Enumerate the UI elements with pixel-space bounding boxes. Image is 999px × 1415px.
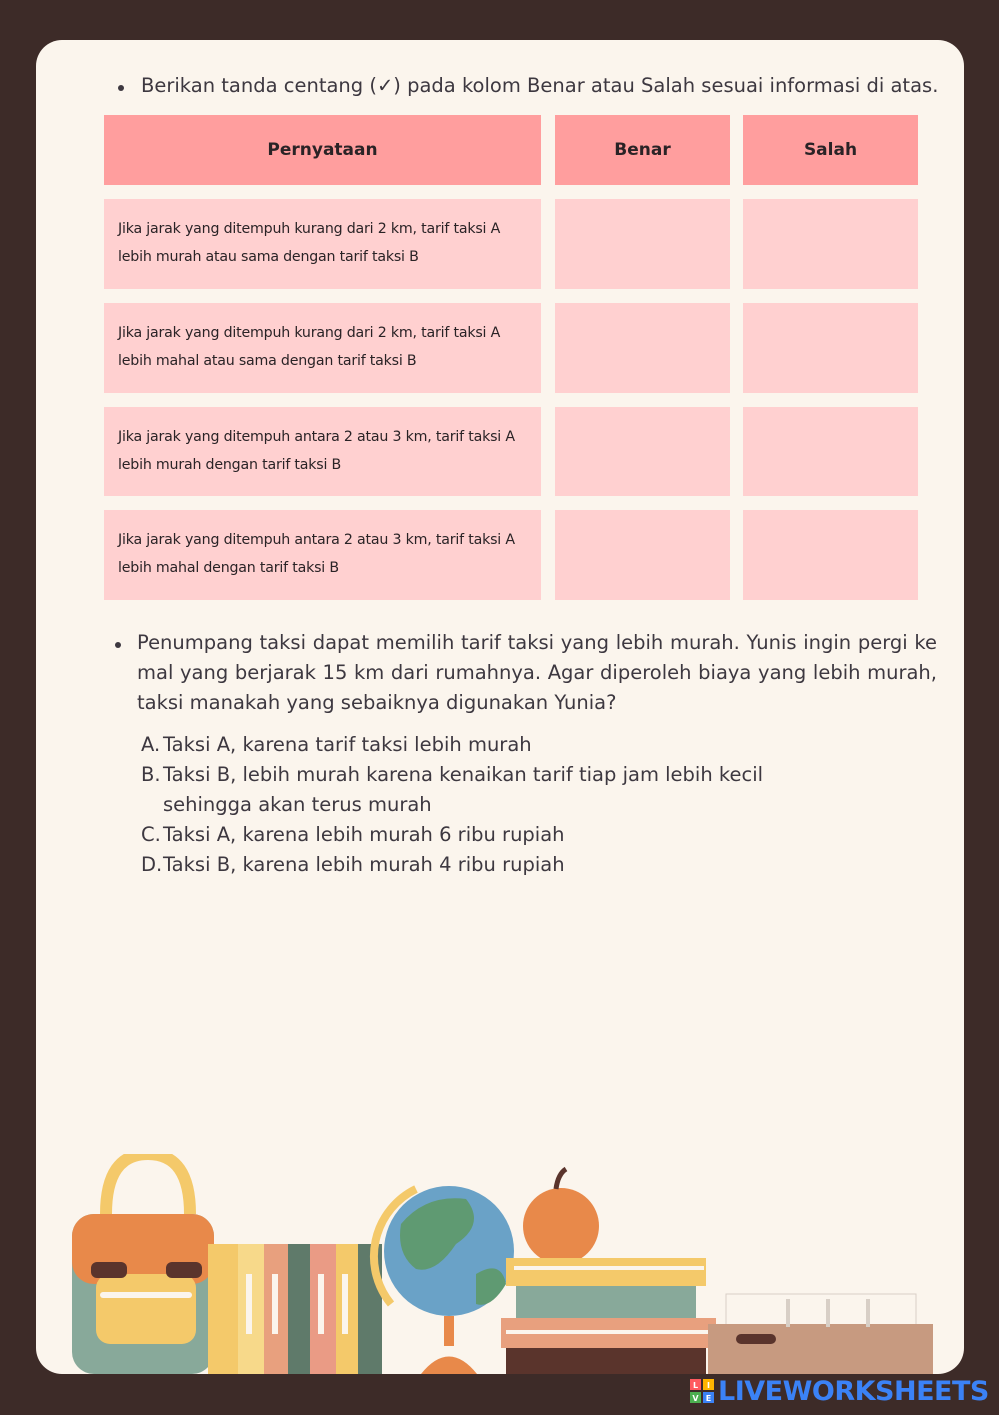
svg-text:V: V [692,1394,699,1403]
svg-text:E: E [705,1394,712,1403]
bullet [118,85,124,91]
backpack-icon [72,1154,214,1374]
header-salah: Salah [743,115,918,185]
answer-salah-3[interactable] [743,407,918,496]
answer-salah-1[interactable] [743,199,918,289]
statement-4: Jika jarak yang ditempuh antara 2 atau 3 km, tarif taksi A lebih mahal dengan tarif taksi B [104,510,541,600]
instruction-text: Berikan tanda centang (✓) pada kolom Benar atau Salah sesuai informasi di atas. [141,74,939,97]
book-stack-icon [501,1258,716,1374]
header-pernyataan: Pernyataan [104,115,541,185]
apple-icon [523,1169,599,1264]
answer-benar-1[interactable] [555,199,730,289]
books-icon [208,1244,382,1374]
brand-name: LIVEWORKSHEETS [718,1375,989,1407]
answer-options [141,730,901,880]
box-icon [708,1294,933,1374]
school-supplies-illustration [36,1154,964,1374]
answer-benar-3[interactable] [555,407,730,496]
svg-text:L: L [692,1381,699,1390]
statement-1: Jika jarak yang ditempuh kurang dari 2 km, tarif taksi A lebih murah atau sama dengan tarif taksi B [104,199,541,289]
option-b[interactable]: B. Taksi B, lebih murah karena kenaikan tarif tiap jam lebih kecil sehingga akan terus murah [141,763,764,816]
answer-salah-4[interactable] [743,510,918,600]
header-benar: Benar [555,115,730,185]
answer-salah-2[interactable] [743,303,918,393]
question-text: Penumpang taksi dapat memilih tarif taksi yang lebih murah. Yunis ingin pergi ke mal yang berjarak 15 km dari rumahnya. Agar diperoleh biaya yang lebih murah, taksi manakah yang sebaiknya digunakan Yunia? [137,631,937,714]
answer-benar-4[interactable] [555,510,730,600]
svg-text:I: I [707,1381,710,1390]
globe-icon [374,1186,514,1374]
worksheet-card [36,40,964,1374]
liveworksheets-logo [690,1373,989,1409]
liveworksheets-badge-icon [690,1379,714,1403]
statement-3: Jika jarak yang ditempuh antara 2 atau 3 km, tarif taksi A lebih murah dengan tarif taksi B [104,407,541,496]
answer-benar-2[interactable] [555,303,730,393]
statement-2: Jika jarak yang ditempuh kurang dari 2 km, tarif taksi A lebih mahal atau sama dengan tarif taksi B [104,303,541,393]
bullet [115,642,121,648]
option-c[interactable]: C. Taksi A, karena lebih murah 6 ribu rupiah [141,823,565,846]
option-a[interactable]: A. Taksi A, karena tarif taksi lebih murah [141,733,532,756]
option-d[interactable]: D. Taksi B, karena lebih murah 4 ribu rupiah [141,853,565,876]
